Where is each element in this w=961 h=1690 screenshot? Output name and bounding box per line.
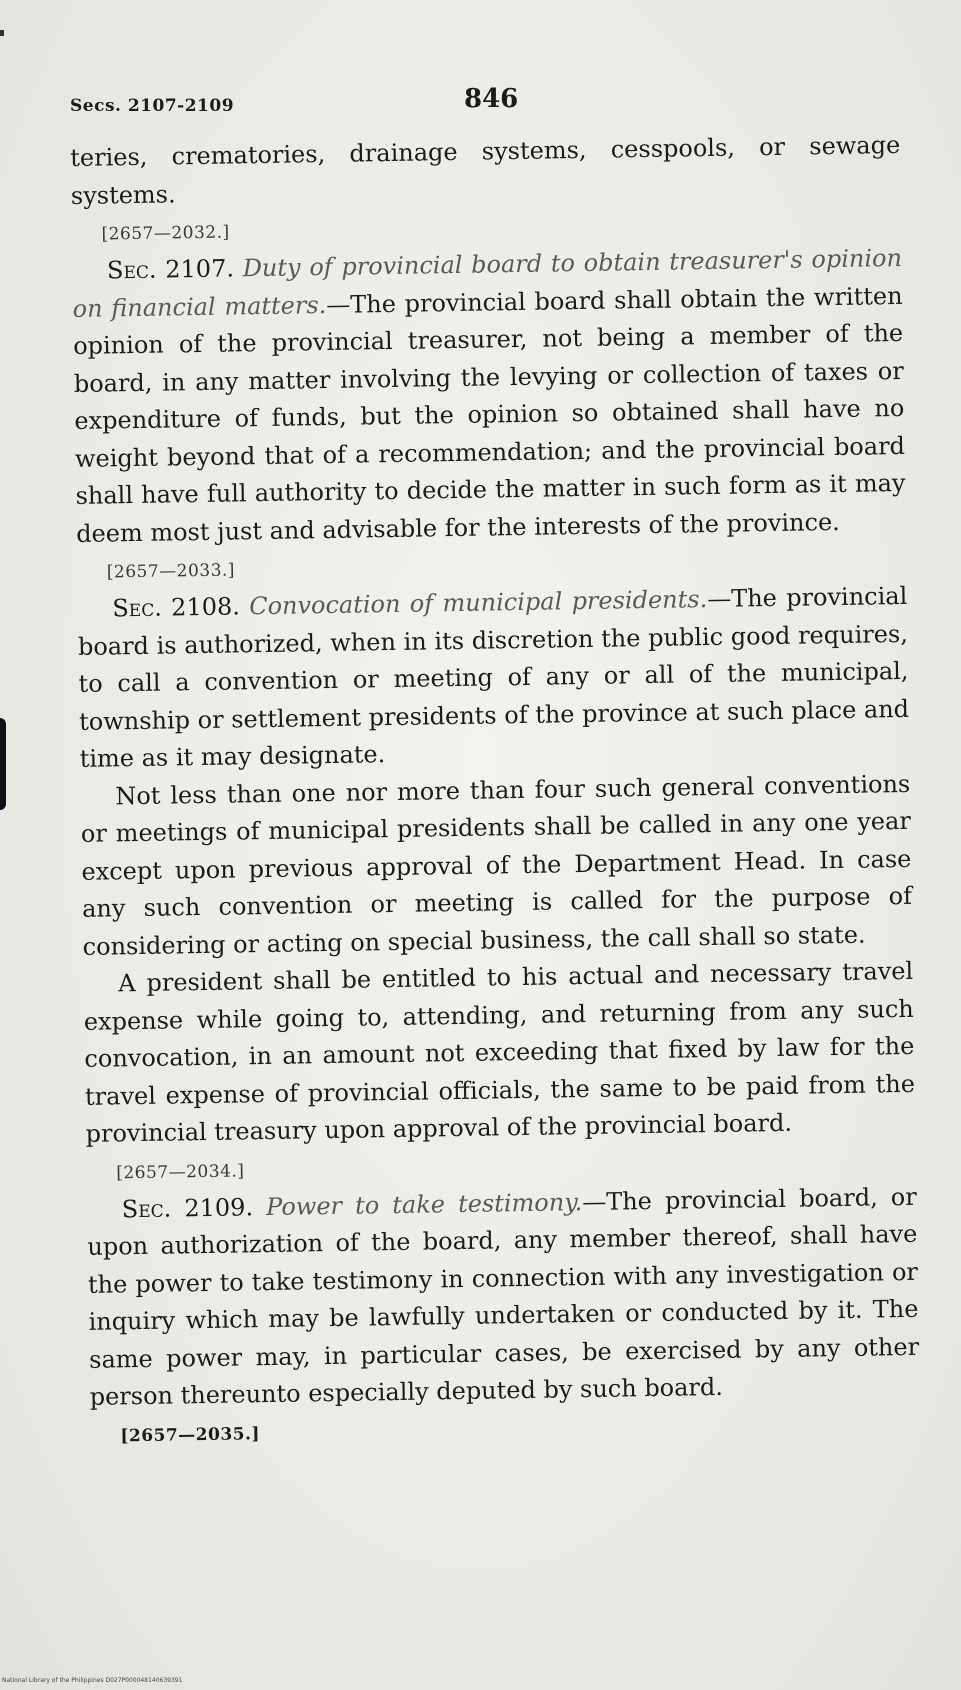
section-2109 — [87, 1178, 920, 1416]
scan-edge-mark — [0, 30, 4, 36]
section-body: —The provincial board, or upon authorization of the board, any member thereof, shall have the power to take testimony in connection with any investigation or inquiry which may be lawfully undertaken or conducted by it. The same power may, in particular cases, be exercised by any other person thereunto especially deputed by such board. — [87, 1182, 920, 1411]
body-text — [70, 127, 921, 1454]
page-number: 846 — [464, 84, 519, 114]
section-2108-paragraph-3: A president shall be entitled to his actual and necessary travel expense while going to, attending, and returning from any such convocation, in an amount not exceeding that fixed by law for the travel expense of provincial officials, the same to be paid from the provincial treasury upon approval of the provincial board. — [83, 956, 916, 1148]
section-body: —The provincial board shall obtain the written opinion of the provincial treasurer, not being a member of the board, in any matter involving the levying or collection of taxes or expenditure of funds, but the opinion so obtained shall have no weight beyond that of a recommendation; and the provincial board shall have full authority to decide the matter in such form as it may deem most just and advisable for the interests of the province. — [73, 281, 906, 548]
section-title: Convocation of municipal presidents. — [249, 585, 708, 621]
section-2108 — [77, 578, 910, 779]
citation-2033: [2657—2033.] — [106, 560, 236, 583]
section-2108-paragraph-2: Not less than one nor more than four such general conventions or meetings of municipal presidents shall be called in any one year except upon previous approval of the Department Head. In case any such convention or meeting is called for the purpose of considering or acting on special business, the call shall so state. — [80, 769, 913, 961]
scan-credit: National Library of the Philippines D027P000048140639391 — [2, 1677, 183, 1684]
citation-2032: [2657—2032.] — [101, 222, 230, 245]
citation-2035: [2657—2035.] — [120, 1423, 261, 1446]
binding-shadow — [0, 718, 6, 810]
section-body: —The provincial board is authorized, when in its discretion the public good requires, to call a convention or meeting of any or all of the municipal, township or settlement presidents of the province at such place and time as it may designate. — [77, 581, 910, 773]
section-label: Sec. 2107. — [106, 254, 235, 285]
section-title: Duty of provincial board to obtain treasurer's opinion on financial matters. — [72, 243, 903, 323]
page-header — [70, 84, 890, 124]
section-label: Sec. 2109. — [121, 1192, 254, 1223]
section-title: Power to take testimony. — [265, 1187, 583, 1221]
section-range: Secs. 2107-2109 — [70, 96, 235, 116]
citation-2034: [2657—2034.] — [116, 1160, 245, 1183]
section-label: Sec. 2108. — [112, 592, 241, 623]
section-2107 — [72, 240, 907, 553]
continuation-paragraph: teries, crematories, drainage systems, cesspools, or sewage systems. — [70, 130, 901, 210]
